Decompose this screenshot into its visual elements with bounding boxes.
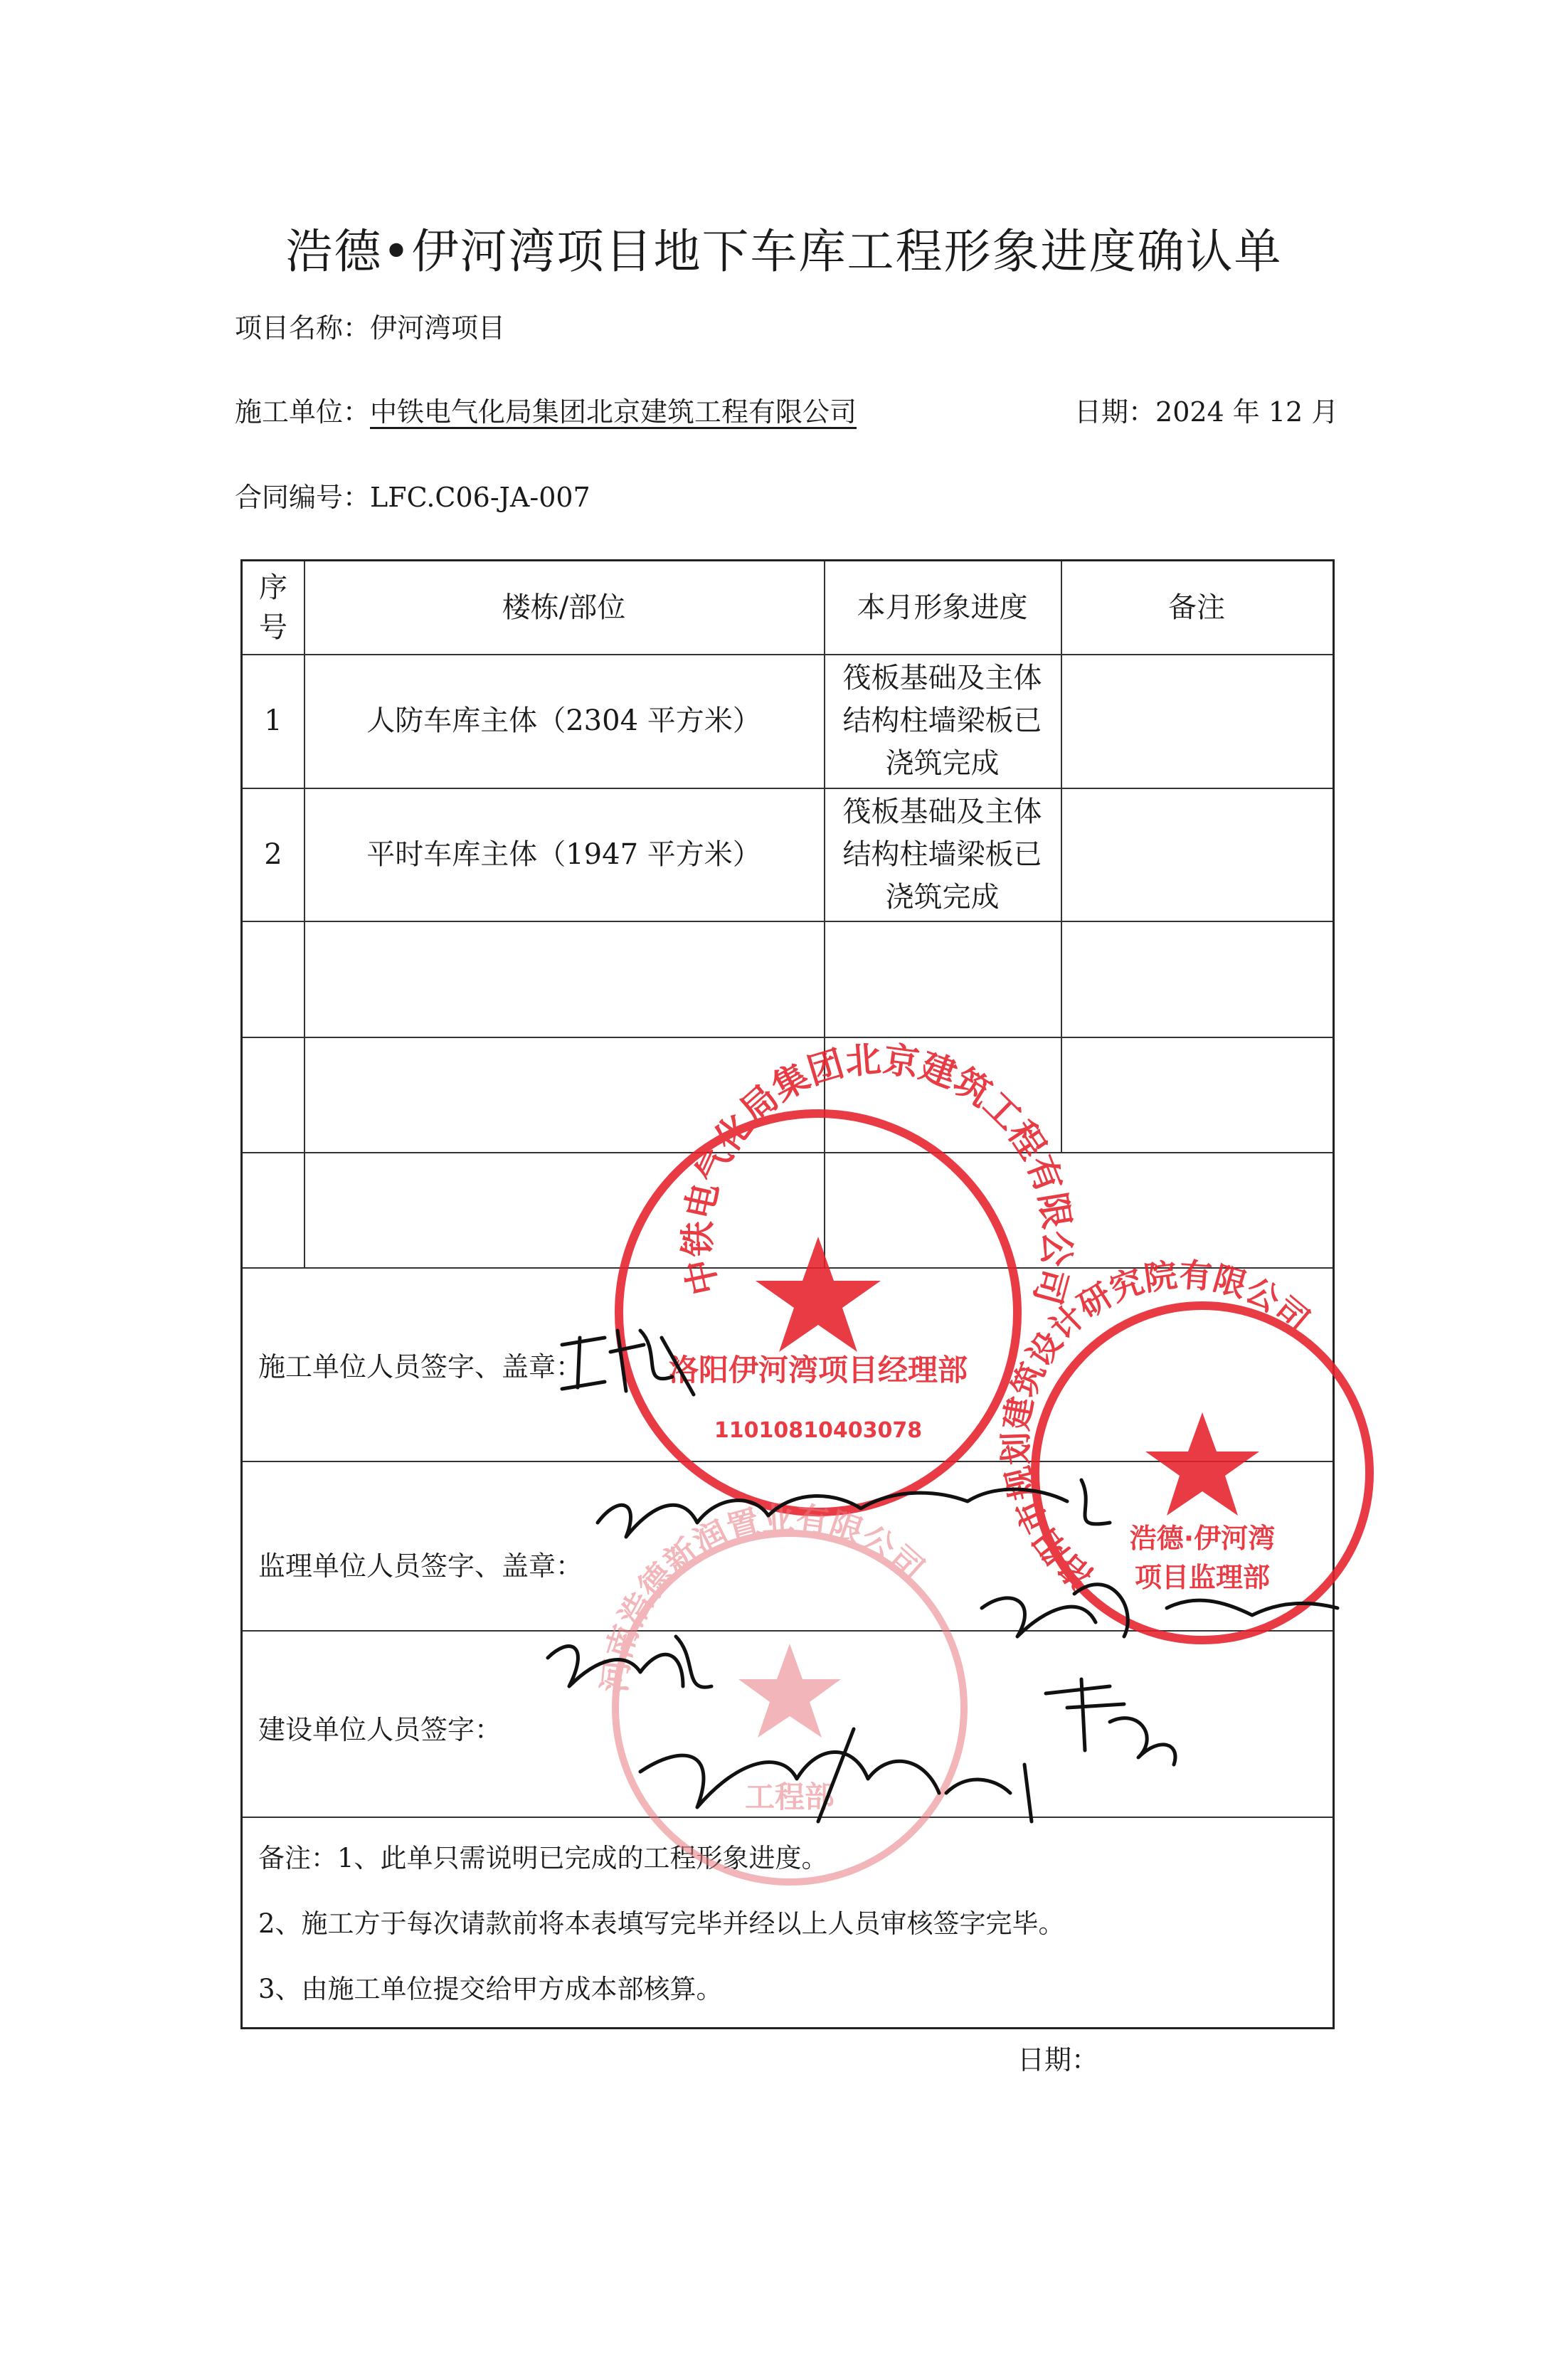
header-date-value: 2024 年 12 月 xyxy=(1155,396,1339,428)
contract-number-value: LFC.C06-JA-007 xyxy=(370,482,590,513)
document-title: 浩德•伊河湾项目地下车库工程形象进度确认单 xyxy=(285,224,1283,279)
row-2-seq: 2 xyxy=(264,837,282,871)
header-date-label: 日期： xyxy=(1074,396,1156,428)
supervisor-seal-inner-2: 项目监理部 xyxy=(1134,1562,1271,1593)
header-remark: 备注 xyxy=(1168,591,1225,624)
row-2-progress: 筏板基础及主体结构柱墙梁板已浇筑完成 xyxy=(842,795,1042,914)
owner-sign-label: 建设单位人员签字： xyxy=(258,1713,502,1745)
supervision-sign-label: 监理单位人员签字、盖章： xyxy=(258,1550,583,1582)
project-name-label: 项目名称： xyxy=(235,312,371,344)
supervisor-seal-ring: 洛阳市规划建筑设计研究院有限公司 xyxy=(996,1255,1317,1597)
project-name-value: 伊河湾项目 xyxy=(370,312,506,344)
contractor-value: 中铁电气化局集团北京建筑工程有限公司 xyxy=(370,396,857,428)
header-building: 楼栋/部位 xyxy=(502,591,626,624)
owner-seal-inner: 工程部 xyxy=(744,1780,835,1814)
row-2-building: 平时车库主体（1947 平方米） xyxy=(366,837,761,871)
contract-number-label: 合同编号： xyxy=(235,482,371,513)
row-1-progress: 筏板基础及主体结构柱墙梁板已浇筑完成 xyxy=(842,662,1042,780)
contractor-seal-code: 1101081040307​8 xyxy=(714,1418,923,1443)
note-1: 备注：1、此单只需说明已完成的工程形象进度。 xyxy=(258,1843,828,1873)
contractor-seal-inner: 洛阳伊河湾项目经理部 xyxy=(668,1353,968,1387)
row-1-building: 人防车库主体（2304 平方米） xyxy=(366,704,761,737)
supervisor-seal-inner-1: 浩德·伊河湾 xyxy=(1129,1523,1276,1554)
supervisor-seal xyxy=(996,1255,1370,1640)
contractor-label: 施工单位： xyxy=(235,396,371,428)
footer-date-label: 日期： xyxy=(1017,2044,1099,2076)
owner-seal-ring: 河南浩德新润置业有限公司 xyxy=(595,1498,932,1695)
construction-sign-label: 施工单位人员签字、盖章： xyxy=(258,1350,583,1382)
note-2: 2、施工方于每次请款前将本表填写完毕并经以上人员审核签字完毕。 xyxy=(258,1908,1065,1939)
owner-seal xyxy=(595,1498,964,1882)
note-3: 3、由施工单位提交给甲方成本部核算。 xyxy=(258,1974,723,2004)
header-progress: 本月形象进度 xyxy=(857,591,1028,624)
row-1-seq: 1 xyxy=(264,704,282,737)
contractor-seal-ring: 中铁电气化局集团北京建筑工程有限公司 xyxy=(677,1038,1079,1309)
header-seq: 序号 xyxy=(259,571,287,644)
